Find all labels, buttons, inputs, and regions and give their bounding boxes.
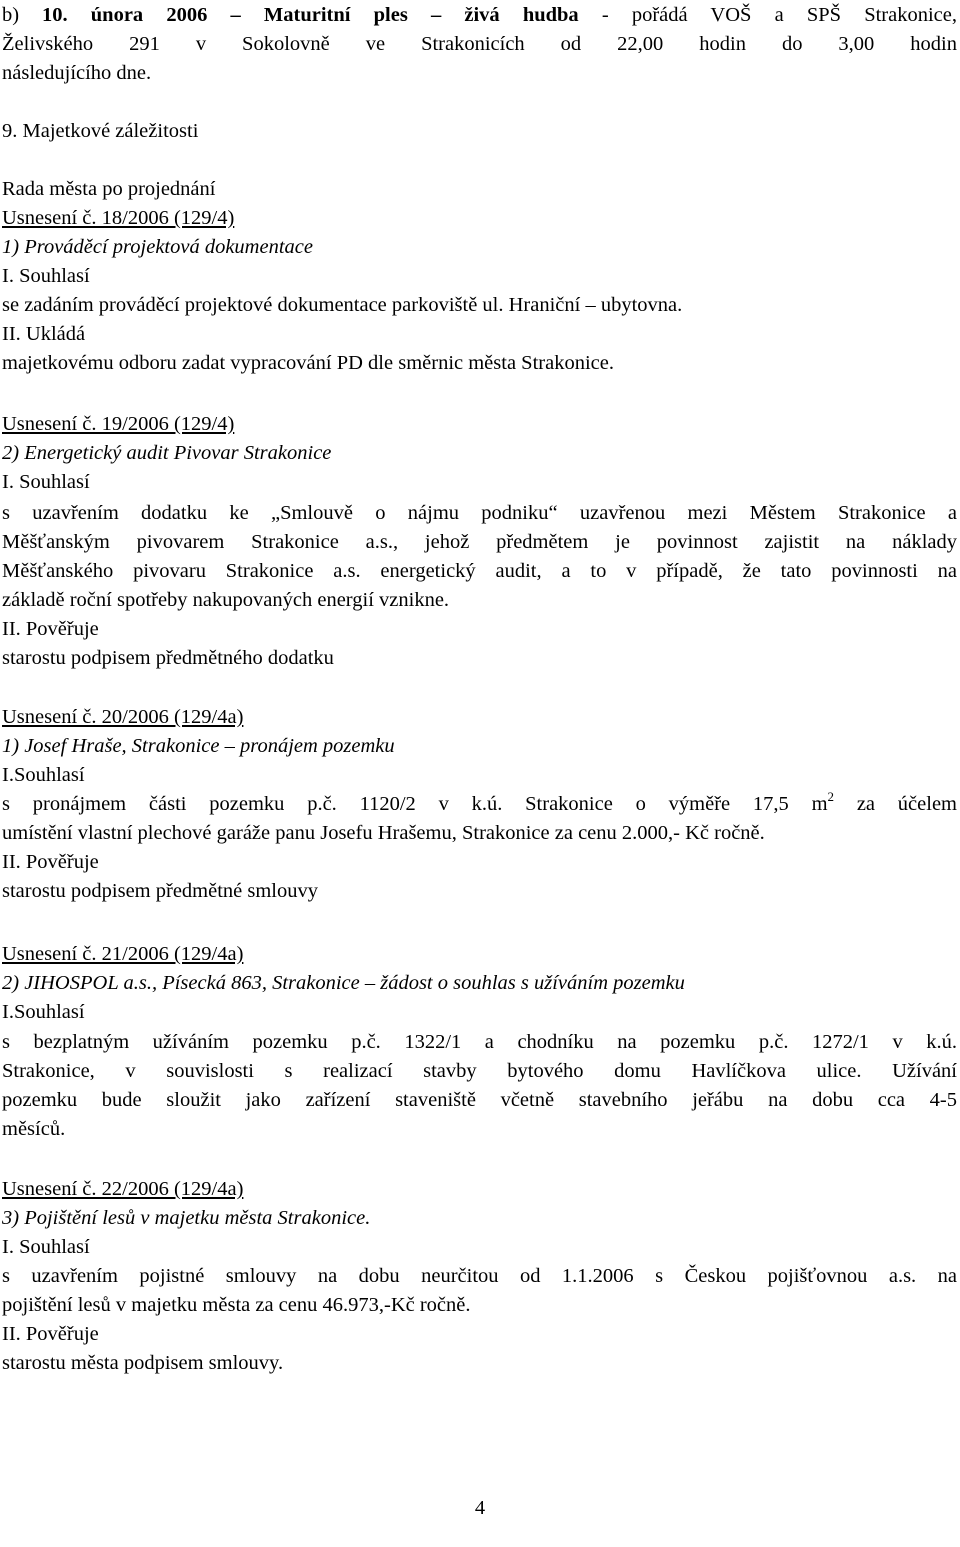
decision-heading: I. Souhlasí — [2, 265, 90, 287]
decision-text: s uzavřením pojistné smlouvy na dobu neurčitou od 1.1.2006 s Českou pojišťovnou a.s. na — [2, 1265, 957, 1287]
resolution-subject: 3) Pojištění lesů v majetku města Strakonice. — [2, 1207, 371, 1229]
decision-text: umístění vlastní plechové garáže panu Josefu Hrašemu, Strakonice za cenu 2.000,- Kč ročně. — [2, 822, 765, 844]
decision-heading: II. Ukládá — [2, 323, 86, 345]
decision-text: s uzavřením dodatku ke „Smlouvě o nájmu podniku“ uzavřenou mezi Městem Strakonice a — [2, 502, 957, 524]
decision-heading: II. Pověřuje — [2, 618, 99, 640]
decision-heading: II. Pověřuje — [2, 1323, 99, 1345]
decision-text: pozemku bude sloužit jako zařízení staveniště včetně stavebního jeřábu na dobu cca 4-5 — [2, 1089, 957, 1111]
decision-text: se zadáním prováděcí projektové dokumentace parkoviště ul. Hraniční – ubytovna. — [2, 294, 683, 316]
decision-text: Měšťanským pivovarem Strakonice a.s., jehož předmětem je povinnost zajistit na náklady — [2, 531, 957, 553]
resolution-subject: 1) Josef Hraše, Strakonice – pronájem pozemku — [2, 735, 395, 757]
decision-heading: I. Souhlasí — [2, 1236, 90, 1258]
decision-text: starostu města podpisem smlouvy. — [2, 1352, 284, 1374]
event-line-2: Želivského 291 v Sokolovně ve Strakonicích od 22,00 hodin do 3,00 hodin — [2, 33, 957, 55]
decision-text: starostu podpisem předmětné smlouvy — [2, 880, 318, 902]
resolution-number: Usnesení č. 20/2006 (129/4a) — [2, 706, 244, 728]
resolution-number: Usnesení č. 22/2006 (129/4a) — [2, 1178, 244, 1200]
decision-text: majetkovému odboru zadat vypracování PD dle směrnic města Strakonice. — [2, 352, 614, 374]
superscript: 2 — [827, 789, 835, 804]
decision-text: Měšťanského pivovaru Strakonice a.s. energetický audit, a to v případě, že tato povinnosti na — [2, 560, 957, 582]
resolution-number: Usnesení č. 21/2006 (129/4a) — [2, 943, 244, 965]
resolution-number: Usnesení č. 19/2006 (129/4) — [2, 413, 235, 435]
page-number: 4 — [474, 1497, 486, 1519]
decision-heading: I.Souhlasí — [2, 1001, 85, 1023]
event-line-1 — [2, 1, 957, 30]
decision-heading: I. Souhlasí — [2, 471, 90, 493]
decision-text: Strakonice, v souvislosti s realizací stavby bytového domu Havlíčkova ulice. Užívání — [2, 1060, 957, 1082]
decision-text: s bezplatným užíváním pozemku p.č. 1322/1 a chodníku na pozemku p.č. 1272/1 v k.ú. — [2, 1031, 957, 1053]
decision-text: pojištění lesů v majetku města za cenu 46.973,-Kč ročně. — [2, 1294, 471, 1316]
event-line-3: následujícího dne. — [2, 62, 152, 84]
decision-text: měsíců. — [2, 1118, 66, 1140]
decision-text-part: s pronájmem části pozemku p.č. 1120/2 v k.ú. Strakonice o výměře 17,5 m — [2, 793, 828, 815]
decision-text: základě roční spotřeby nakupovaných energií vznikne. — [2, 589, 450, 611]
event-title: 10. února 2006 – Maturitní ples – živá hudba — [42, 4, 579, 26]
resolution-number: Usnesení č. 18/2006 (129/4) — [2, 207, 235, 229]
decision-heading: II. Pověřuje — [2, 851, 99, 873]
resolution-subject: 2) Energetický audit Pivovar Strakonice — [2, 442, 332, 464]
decision-text: starostu podpisem předmětného dodatku — [2, 647, 334, 669]
section-intro: Rada města po projednání — [2, 178, 216, 200]
decision-heading: I.Souhlasí — [2, 764, 85, 786]
resolution-subject: 1) Prováděcí projektová dokumentace — [2, 236, 313, 258]
event-item-label: b) — [2, 4, 20, 26]
section-heading: 9. Majetkové záležitosti — [2, 120, 199, 142]
decision-text-part: za účelem — [834, 793, 957, 815]
resolution-subject: 2) JIHOSPOL a.s., Písecká 863, Strakonice – žádost o souhlas s užíváním pozemku — [2, 972, 685, 994]
decision-text — [2, 790, 957, 819]
event-organizer: - pořádá VOŠ a SPŠ Strakonice, — [578, 4, 957, 26]
